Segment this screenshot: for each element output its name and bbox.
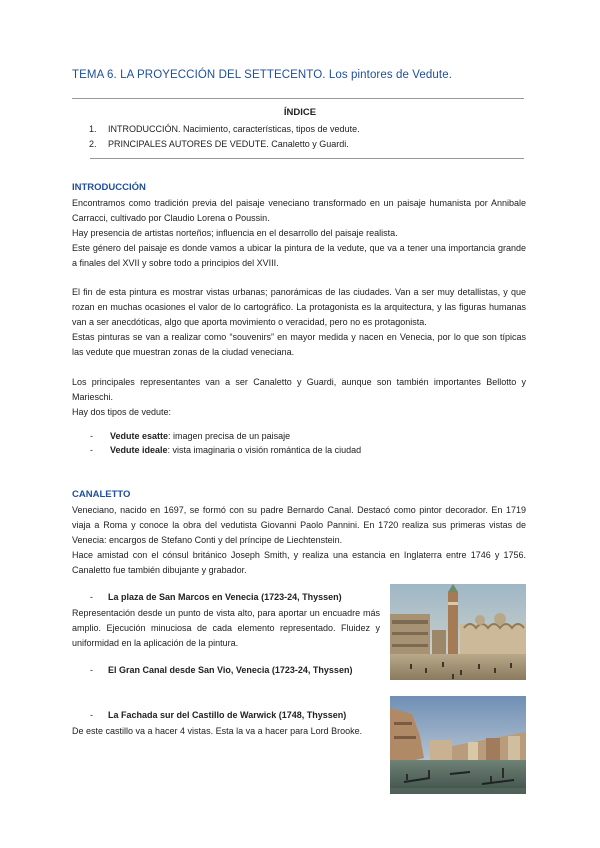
term: Vedute ideale <box>110 445 168 455</box>
index-item-number: 1. <box>89 124 97 134</box>
paragraph: Encontramos como tradición previa del paisaje veneciano transformado en un paisaje humanista por Annibale Carracci, cultivado por Claudio Lorena o Poussin. <box>72 198 526 223</box>
page-title: TEMA 6. LA PROYECCIÓN DEL SETTECENTO. Los pintores de Vedute. <box>72 69 453 81</box>
divider <box>72 98 524 99</box>
definition: : imagen precisa de un paisaje <box>168 431 291 441</box>
index-item <box>89 139 349 149</box>
divider <box>90 158 524 159</box>
intro-body <box>72 196 526 420</box>
bullet-dash: - <box>90 665 93 675</box>
bullet-dash: - <box>90 710 93 720</box>
work-title <box>90 665 352 675</box>
paragraph: Estas pinturas se van a realizar como “souvenirs” en mayor medida y nacen en Venecia, por lo que son típicas las vedute que muestran zonas de la ciudad veneciana. <box>72 332 526 358</box>
bullet-dash: - <box>90 445 93 455</box>
index-item-number: 2. <box>89 139 97 149</box>
painting-icon <box>390 584 526 680</box>
work-title-text: La plaza de San Marcos en Venecia (1723-24, Thyssen) <box>108 592 342 602</box>
section-heading-canaletto: CANALETTO <box>72 489 131 500</box>
work-title <box>90 592 342 602</box>
index-heading: ÍNDICE <box>283 107 317 118</box>
paragraph: Veneciano, nacido en 1697, se formó con su padre Bernardo Canal. Destacó como pintor decorador. En 1719 viaja a Roma y conoce la obra del vedutista Giovanni Paolo Pannini. En 1720 realiza sus primeras vistas de Venecia: encargos de Stefano Conti y del príncipe de Liechtenstein. <box>72 505 526 545</box>
work-description: Representación desde un punto de vista alto, para aportar un encuadre más amplio. Ejecución minuciosa de cada elemento representado. Fluidez y uniformidad en la aplicación de la pintura. <box>72 608 380 648</box>
work-title-text: La Fachada sur del Castillo de Warwick (1748, Thyssen) <box>108 710 347 720</box>
work-title <box>90 710 346 720</box>
index-item-label: PRINCIPALES AUTORES DE VEDUTE. Canaletto y Guardi. <box>108 139 349 149</box>
term: Vedute esatte <box>110 431 169 441</box>
bullet-dash: - <box>90 431 93 441</box>
index-item-label: INTRODUCCIÓN. Nacimiento, características, tipos de vedute. <box>108 124 360 134</box>
list-item <box>90 431 290 441</box>
work-title-text: El Gran Canal desde San Vio, Venecia (1723-24, Thyssen) <box>108 665 353 675</box>
paragraph: Este género del paisaje es donde vamos a ubicar la pintura de la vedute, que va a tener una importancia grande a finales del XVII y sobre todo a principios del XVIII. <box>72 242 526 268</box>
painting-icon <box>390 696 526 794</box>
bullet-dash: - <box>90 592 93 602</box>
definition: : vista imaginaria o visión romántica de la ciudad <box>167 445 362 455</box>
list-item <box>90 445 361 455</box>
paragraph: Hay presencia de artistas norteños; influencia en el desarrollo del paisaje realista. <box>72 227 398 238</box>
painting-san-marco <box>390 584 526 680</box>
paragraph: Hace amistad con el cónsul británico Joseph Smith, y realiza una estancia en Inglaterra entre 1746 y 1756. Canaletto fue también dibujante y grabador. <box>72 549 526 575</box>
index-item <box>89 124 360 134</box>
paragraph: Los principales representantes van a ser Canaletto y Guardi, aunque son también importantes Bellotto y Marieschi. <box>72 376 526 402</box>
paragraph: Hay dos tipos de vedute: <box>72 406 172 417</box>
paragraph: El fin de esta pintura es mostrar vistas urbanas; panorámicas de las ciudades. Van a ser muy detallistas, y que rozan en muchas ocasiones el valor de lo cartográfico. La protagonista es la arquitectura, y las figuras humanas van a ser anecdóticas, algo que aporta movimiento o veracidad, pero no es protagonista. <box>72 287 526 328</box>
work-description: De este castillo va a hacer 4 vistas. Esta la va a hacer para Lord Brooke. <box>72 726 363 736</box>
section-heading-intro: INTRODUCCIÓN <box>72 182 146 193</box>
painting-grand-canal <box>390 696 526 794</box>
canaletto-body <box>72 503 526 578</box>
